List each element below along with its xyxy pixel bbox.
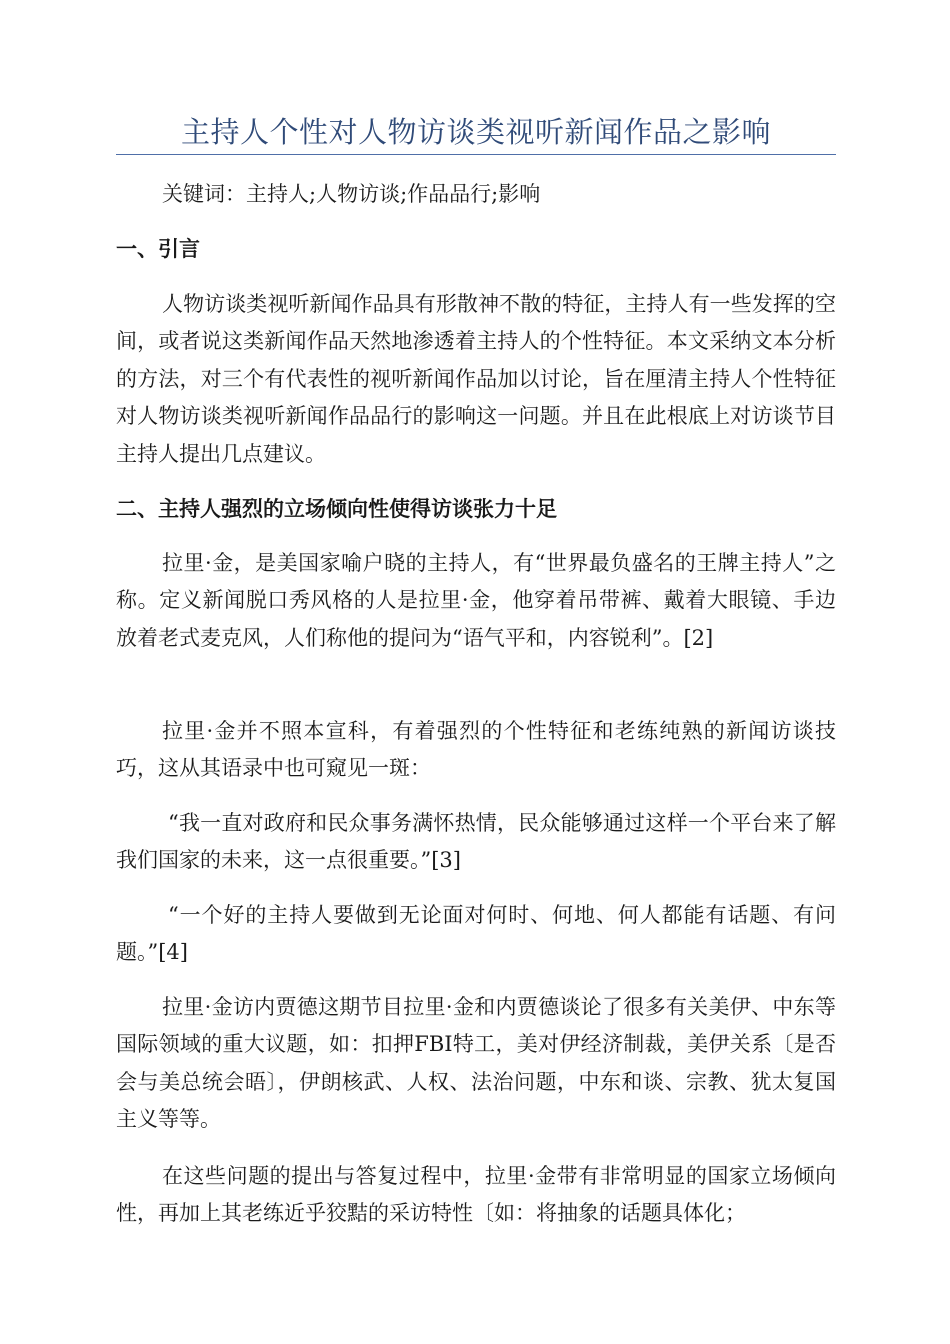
title-underline — [116, 154, 836, 155]
section-heading-introduction: 一、引言 — [116, 236, 200, 261]
paragraph: 人物访谈类视听新闻作品具有形散神不散的特征，主持人有一些发挥的空间，或者说这类新闻作品天然地渗透着主持人的个性特征。本文采纳文本分析的方法，对三个有代表性的视听新闻作品加以讨论，旨在厘清主持人个性特征对人物访谈类视听新闻作品品行的影响这一问题。并且在此根底上对访谈节目主持人提出几点建议。 — [116, 292, 836, 466]
keywords-line: 关键词：主持人;人物访谈;作品品行;影响 — [162, 182, 541, 206]
section-heading-host-stance: 二、主持人强烈的立场倾向性使得访谈张力十足 — [116, 496, 557, 521]
paragraph: 在这些问题的提出与答复过程中，拉里·金带有非常明显的国家立场倾向性，再加上其老练近乎狡黠的采访特性〔如：将抽象的话题具体化； — [116, 1164, 836, 1226]
quote-paragraph: “一个好的主持人要做到无论面对何时、何地、何人都能有话题、有问题。”[4] — [116, 903, 836, 965]
paragraph: 拉里·金，是美国家喻户晓的主持人，有“世界最负盛名的王牌主持人”之称。定义新闻脱口秀风格的人是拉里·金，他穿着吊带裤、戴着大眼镜、手边放着老式麦克风，人们称他的提问为“语气平和，内容锐利”。[2] — [116, 551, 836, 650]
document-title: 主持人个性对人物访谈类视听新闻作品之影响 — [180, 115, 771, 149]
paragraph: 拉里·金并不照本宣科，有着强烈的个性特征和老练纯熟的新闻访谈技巧，这从其语录中也可窥见一斑： — [116, 719, 836, 781]
paragraph: 拉里·金访内贾德这期节目拉里·金和内贾德谈论了很多有关美伊、中东等国际领域的重大议题，如：扣押FBI特工，美对伊经济制裁，美伊关系〔是否会与美总统会晤〕，伊朗核武、人权、法治问题，中东和谈、宗教、犹太复国主义等等。 — [116, 995, 836, 1132]
quote-paragraph: “我一直对政府和民众事务满怀热情，民众能够通过这样一个平台来了解我们国家的未来，这一点很重要。”[3] — [116, 811, 836, 873]
